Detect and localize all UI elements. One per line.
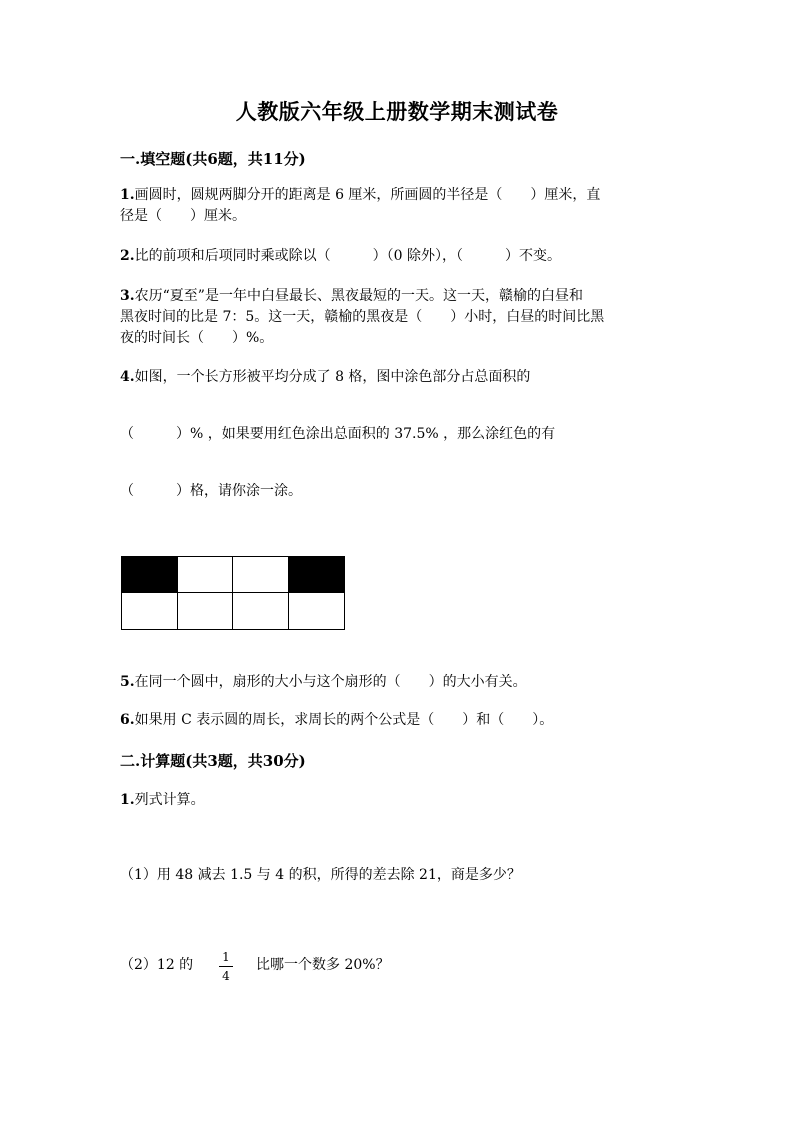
question-1-4-line2 — [120, 424, 680, 445]
question-text-continued: 黑夜时间的比是 7：5。这一天，赣榆的黑夜是（ ）小时，白昼的时间比黑 — [120, 309, 605, 325]
grid-cell[interactable] — [233, 557, 289, 593]
section-1-heading: 一.填空题(共6题，共11分) — [120, 150, 306, 168]
question-text: 列式计算。 — [134, 792, 205, 808]
question-number: 3. — [120, 288, 135, 304]
question-text: 如果用 C 表示圆的周长，求周长的两个公式是（ ）和（ ）。 — [134, 712, 554, 728]
question-text-continued: （ ）% ，如果要用红色涂出总面积的 37.5% ，那么涂红色的有 — [120, 426, 556, 442]
grid-cell[interactable] — [233, 593, 289, 629]
grid-cell[interactable] — [122, 593, 178, 629]
question-number: 1. — [120, 792, 135, 808]
question-1-6 — [120, 710, 680, 731]
question-number: 1. — [120, 187, 135, 203]
fraction-bar — [219, 966, 233, 967]
question-number: 6. — [120, 712, 135, 728]
grid-cell[interactable] — [178, 593, 234, 629]
grid-cell[interactable] — [289, 593, 345, 629]
question-1-3 — [120, 286, 680, 349]
question-number: 4. — [120, 369, 135, 385]
fraction-numerator: 1 — [222, 950, 230, 964]
section-2-heading: 二.计算题(共3题，共30分) — [120, 752, 306, 770]
question-1-2 — [120, 246, 680, 267]
question-text: 比的前项和后项同时乘或除以（ ）（0 除外），（ ）不变。 — [134, 248, 561, 264]
grid-cell[interactable] — [289, 557, 345, 593]
question-text: 在同一个圆中，扇形的大小与这个扇形的（ ）的大小有关。 — [134, 674, 527, 690]
question-2-1 — [120, 790, 680, 811]
page-title: 人教版六年级上册数学期末测试卷 — [235, 99, 559, 124]
fraction-one-quarter — [219, 950, 233, 983]
question-1-4-line3 — [120, 481, 680, 502]
rectangle-grid-figure — [121, 556, 345, 630]
sub-question-1 — [120, 865, 680, 886]
question-text: 画圆时，圆规两脚分开的距离是 6 厘米，所画圆的半径是（ ）厘米，直 — [134, 187, 601, 203]
question-text-continued: （ ）格，请你涂一涂。 — [120, 483, 302, 499]
grid-cell[interactable] — [178, 557, 234, 593]
question-text-continued: 径是（ ）厘米。 — [120, 208, 246, 224]
question-number: 2. — [120, 248, 135, 264]
question-text: 农历“夏至”是一年中白昼最长、黑夜最短的一天。这一天，赣榆的白昼和 — [134, 288, 583, 304]
fraction-denominator: 4 — [222, 969, 230, 983]
question-text: 如图，一个长方形被平均分成了 8 格，图中涂色部分占总面积的 — [134, 369, 531, 385]
sub-question-text: （1）用 48 减去 1.5 与 4 的积，所得的差去除 21，商是多少？ — [120, 867, 521, 883]
question-1-1 — [120, 185, 680, 227]
question-number: 5. — [120, 674, 135, 690]
question-1-4 — [120, 367, 680, 388]
sub-question-suffix: 比哪一个数多 20%？ — [256, 957, 390, 973]
question-1-5 — [120, 672, 680, 693]
sub-question-prefix: （2）12 的 — [120, 957, 194, 973]
grid-cell[interactable] — [122, 557, 178, 593]
sub-question-2 — [120, 955, 680, 976]
question-text-continued: 夜的时间长（ ）%。 — [120, 330, 274, 346]
